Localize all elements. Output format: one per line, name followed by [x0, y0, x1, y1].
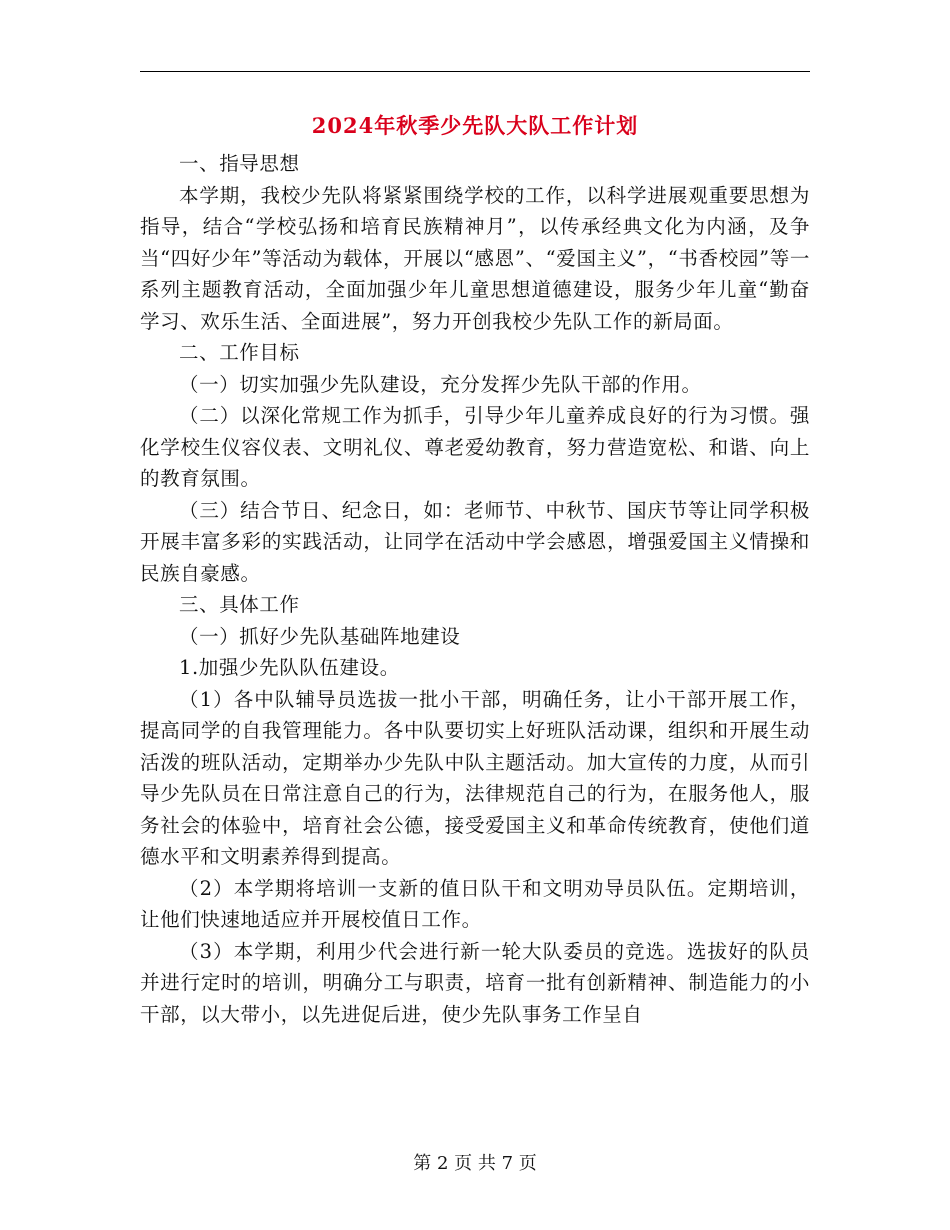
paragraph: （2）本学期将培训一支新的值日队干和文明劝导员队伍。定期培训，让他们快速地适应并开展校值日工作。: [140, 876, 810, 931]
paragraph: （二）以深化常规工作为抓手，引导少年儿童养成良好的行为习惯。强化学校生仪容仪表、文明礼仪、尊老爱幼教育，努力营造宽松、和谐、向上的教育氛围。: [140, 404, 810, 490]
document-title: 2024年秋季少先队大队工作计划: [311, 113, 639, 138]
section-heading: 二、工作目标: [179, 341, 300, 364]
paragraph: （一）切实加强少先队建设，充分发挥少先队干部的作用。: [179, 372, 702, 396]
paragraph: 本学期，我校少先队将紧紧围绕学校的工作，以科学进展观重要思想为指导，结合“学校弘扬和培育民族精神月”，以传承经典文化为内涵，及争当“四好少年”等活动为载体，开展以“感恩”、“爱国主义”，“书香校园”等一系列主题教育活动，全面加强少年儿童思想道德建设，服务少年儿童“勤奋学习、欢乐生活、全面进展”，努力开创我校少先队工作的新局面。: [140, 183, 810, 333]
header-rule: [140, 71, 810, 72]
item-heading: 1.加强少先队队伍建设。: [179, 656, 400, 679]
page-number: 第 2 页 共 7 页: [413, 1153, 537, 1174]
paragraph: （三）结合节日、纪念日，如：老师节、中秋节、国庆节等让同学积极开展丰富多彩的实践活动，让同学在活动中学会感恩，增强爱国主义情操和民族自豪感。: [140, 498, 810, 585]
subsection-heading: （一）抓好少先队基础阵地建设: [179, 624, 461, 648]
paragraph: （3）本学期，利用少代会进行新一轮大队委员的竞选。选拔好的队员并进行定时的培训，明确分工与职责，培育一批有创新精神、制造能力的小干部，以大带小，以先进促后进，使少先队事务工作呈自: [140, 939, 810, 1026]
paragraph: （1）各中队辅导员选拔一批小干部，明确任务，让小干部开展工作，提高同学的自我管理能力。各中队要切实上好班队活动课，组织和开展生动活泼的班队活动，定期举办少先队中队主题活动。加大宣传的力度，从而引导少先队员在日常注意自己的行为，法律规范自己的行为，在服务他人，服务社会的体验中，培育社会公德，接受爱国主义和革命传统教育，使他们道德水平和文明素养得到提高。: [140, 687, 810, 868]
section-heading: 一、指导思想: [179, 152, 300, 175]
section-heading: 三、具体工作: [179, 593, 300, 616]
document-body: [140, 148, 810, 1030]
